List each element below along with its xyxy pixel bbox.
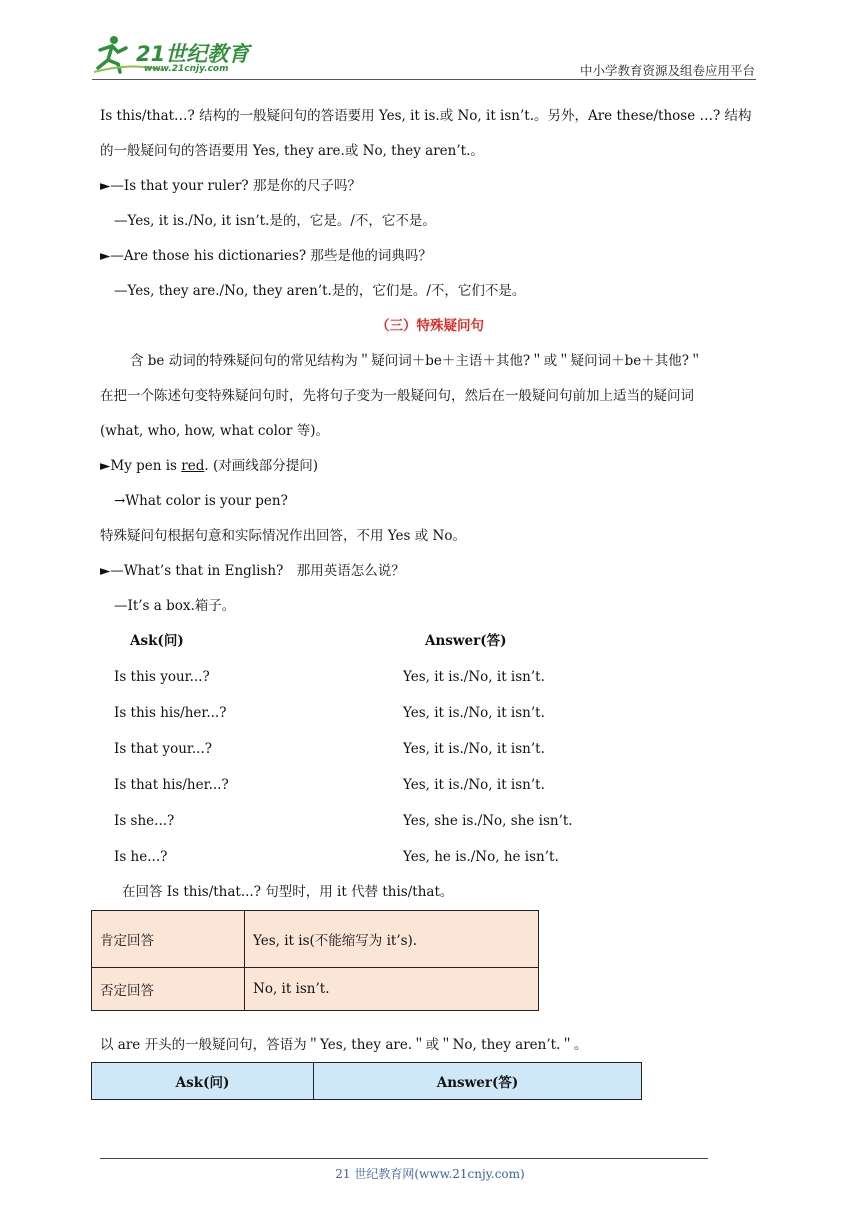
table-header-ask: Ask(问) bbox=[92, 1063, 314, 1100]
qa-answer: Yes, he is./No, he isn’t. bbox=[403, 849, 559, 865]
example-text: ►My pen is bbox=[100, 458, 182, 474]
header-divider bbox=[92, 79, 756, 80]
header-platform-name: 中小学教育资源及组卷应用平台 bbox=[579, 63, 755, 78]
qa-ask: Is that your...? bbox=[114, 741, 212, 757]
qa-ask: Is this your...? bbox=[114, 669, 210, 685]
example-answer-line: —It’s a box.箱子。 bbox=[114, 598, 236, 614]
logo-url: www.21cnjy.com bbox=[144, 64, 229, 74]
example-answer-line: →What color is your pen? bbox=[114, 493, 288, 509]
example-line: ►—What’s that in English? 那用英语怎么说？ bbox=[100, 563, 405, 579]
paragraph-line: 特殊疑问句根据句意和实际情况作出回答，不用 Yes 或 No。 bbox=[100, 528, 466, 544]
example-answer-line: —Yes, they are./No, they aren’t.是的，它们是。/不，它们不是。 bbox=[114, 283, 526, 299]
qa-answer: Yes, it is./No, it isn’t. bbox=[403, 741, 545, 757]
qa-answer: Yes, it is./No, it isn’t. bbox=[403, 705, 545, 721]
table-cell-value: No, it isn’t. bbox=[245, 968, 539, 1011]
table-cell-label: 否定回答 bbox=[92, 968, 245, 1011]
answer-header: Answer(答) bbox=[425, 633, 507, 649]
qa-ask: Is that his/her...? bbox=[114, 777, 229, 793]
section-title: （三）特殊疑问句 bbox=[376, 318, 484, 334]
paragraph-line: Is this/that…? 结构的一般疑问句的答语要用 Yes, it is.或 No, it isn’t.。另外，Are these/those …? 结构 bbox=[100, 108, 752, 124]
table-header-answer: Answer(答) bbox=[314, 1063, 642, 1100]
paragraph-line: 在把一个陈述句变特殊疑问句时，先将句子变为一般疑问句，然后在一般疑问句前加上适当的疑问词 bbox=[100, 388, 694, 404]
paragraph-line: (what, who, how, what color 等)。 bbox=[100, 423, 330, 439]
site-logo bbox=[92, 32, 262, 76]
table-header-row bbox=[92, 1063, 642, 1100]
qa-answer: Yes, it is./No, it isn’t. bbox=[403, 669, 545, 685]
table-cell-label: 肯定回答 bbox=[92, 911, 245, 968]
ask-answer-table bbox=[91, 1062, 642, 1100]
paragraph-line: 以 are 开头的一般疑问句，答语为＂Yes, they are.＂或＂No, they aren’t.＂。 bbox=[100, 1037, 588, 1053]
qa-answer: Yes, it is./No, it isn’t. bbox=[403, 777, 545, 793]
qa-ask: Is this his/her...? bbox=[114, 705, 227, 721]
example-text: . (对画线部分提问) bbox=[204, 458, 318, 474]
table-cell-value: Yes, it is(不能缩写为 it’s). bbox=[245, 911, 539, 968]
qa-ask: Is he...? bbox=[114, 849, 168, 865]
table-row bbox=[92, 911, 539, 968]
qa-answer: Yes, she is./No, she isn’t. bbox=[403, 813, 573, 829]
footer-link[interactable]: 21 世纪教育网(www.21cnjy.com) bbox=[335, 1167, 525, 1181]
example-line: ►—Are those his dictionaries? 那些是他的词典吗？ bbox=[100, 248, 432, 264]
paragraph-line: 的一般疑问句的答语要用 Yes, they are.或 No, they aren’t.。 bbox=[100, 143, 484, 159]
example-line: ►—Is that your ruler? 那是你的尺子吗？ bbox=[100, 178, 361, 194]
paragraph-line: 在回答 Is this/that...? 句型时，用 it 代替 this/that。 bbox=[122, 884, 454, 900]
answer-type-table bbox=[91, 910, 539, 1011]
example-answer-line: —Yes, it is./No, it isn’t.是的，它是。/不，它不是。 bbox=[114, 213, 436, 229]
underlined-word: red bbox=[181, 458, 205, 474]
qa-ask: Is she...? bbox=[114, 813, 175, 829]
footer-divider bbox=[100, 1158, 708, 1159]
example-line bbox=[100, 457, 318, 475]
paragraph-line: 含 be 动词的特殊疑问句的常见结构为＂疑问词＋be＋主语＋其他?＂或＂疑问词＋be＋其他?＂ bbox=[130, 353, 703, 369]
logo-text: 21世纪教育 bbox=[136, 42, 250, 66]
table-row bbox=[92, 968, 539, 1011]
ask-header: Ask(问) bbox=[130, 633, 184, 649]
